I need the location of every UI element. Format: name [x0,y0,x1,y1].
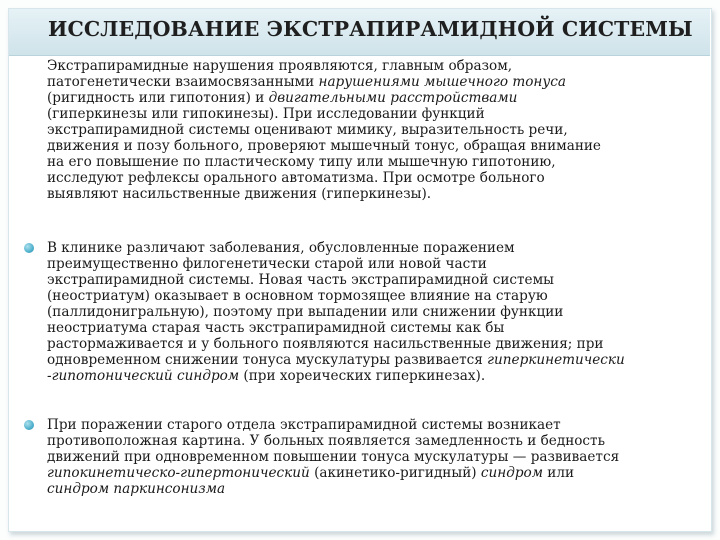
p2-line: растормаживается и у больного появляются насильственные движения; при [47,336,604,352]
p3-line: гипокинетическо-гипертонический (акинетико-ригидный) синдром или [47,465,575,481]
p2-line: экстрапирамидной системы. Новая часть экстрапирамидной системы [47,272,554,288]
p3-line: При поражении старого отдела экстрапирамидной системы возникает [47,417,561,433]
paragraph-1 [47,58,707,202]
p1-line: Экстрапирамидные нарушения проявляются, главным образом, [47,58,513,74]
emphasis: -гипотонический синдром [47,368,240,384]
p1-line: движения и позу больного, проверяют мышечный тонус, обращая внимание [47,138,601,154]
paragraph-2 [47,240,707,384]
p3-line: противоположная картина. У больных появляется замедленность и бедность [47,433,605,449]
p1-line: на его повышение по пластическому типу или мышечную гипотонию, [47,154,556,170]
p1-line: исследуют рефлексы орального автоматизма. При осмотре больного [47,170,545,186]
slide-title: ИССЛЕДОВАНИЕ ЭКСТРАПИРАМИДНОЙ СИСТЕМЫ [48,17,693,41]
p2-line: (неостриатум) оказывает в основном тормозящее влияние на старую [47,288,548,304]
p1-line: (ригидность или гипотония) и двигательными расстройствами [47,90,518,106]
bullet-dot-icon [24,243,34,253]
p3-line [47,481,707,497]
p3-line: движений при одновременном повышении тонуса мускулатуры — развивается [47,449,620,465]
p2-line: (паллидонигральную), поэтому при выпадении или снижении функции [47,304,564,320]
p1-line: выявляют насильственные движения (гиперкинезы). [47,186,432,202]
bullet-dot-icon [24,420,34,430]
emphasis: гипокинетическо-гипертонический [47,465,310,481]
emphasis: синдром [480,465,543,481]
p2-line: -гипотонический синдром (при хореических гиперкинезах). [47,368,486,384]
emphasis: синдром паркинсонизма [47,481,226,497]
p1-line: экстрапирамидной системы оценивают мимику, выразительность речи, [47,122,568,138]
emphasis: двигательными расстройствами [268,90,518,106]
p2-line: преимущественно филогенетически старой или новой части [47,256,487,272]
emphasis: гиперкинетически [487,352,625,368]
p1-line: (гиперкинезы или гипокинезы). При исследовании функций [47,106,485,122]
paragraph-3 [47,417,707,497]
emphasis: нарушениями мышечного тонуса [318,74,566,90]
p2-line: одновременном снижении тонуса мускулатуры развивается гиперкинетически [47,352,625,368]
p2-line: В клинике различают заболевания, обусловленные поражением [47,240,515,256]
p2-line: неостриатума старая часть экстрапирамидной системы как бы [47,320,505,336]
p1-line: патогенетически взаимосвязанными нарушениями мышечного тонуса [47,74,566,90]
